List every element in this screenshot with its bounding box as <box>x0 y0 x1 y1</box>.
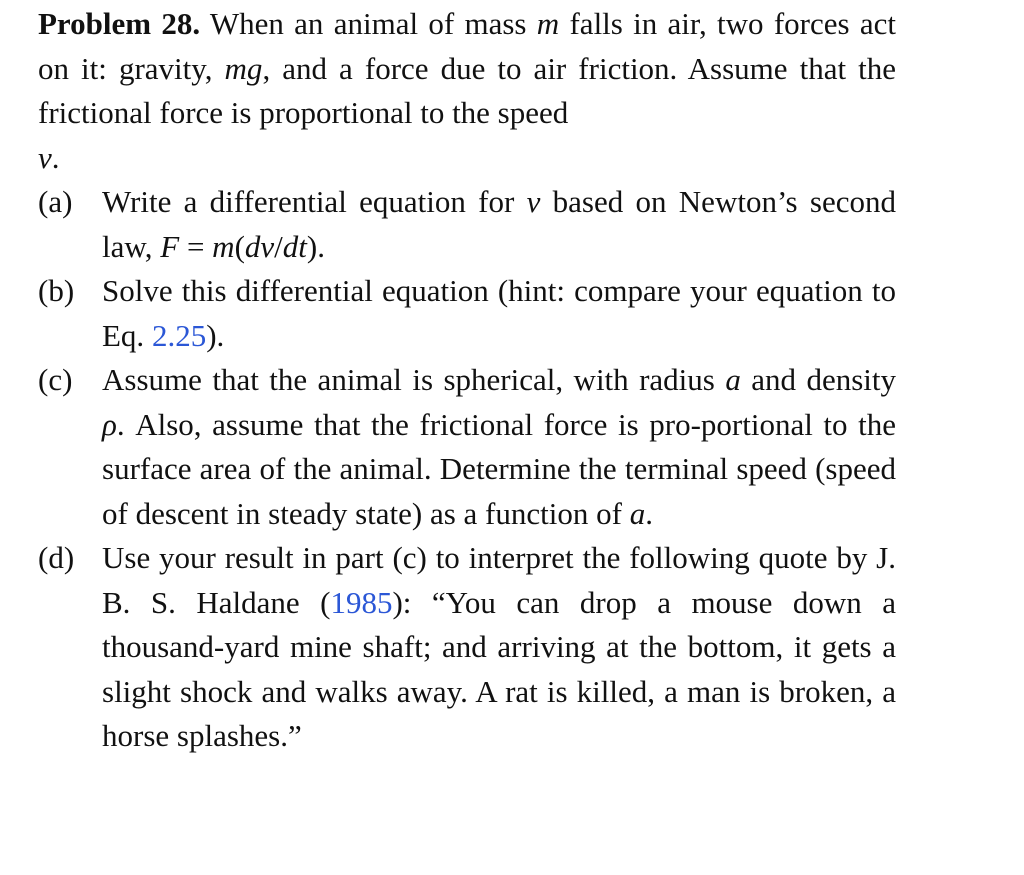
part-d-segment: ): “You can drop a mouse down a thousand-yard mine shaft; and arriving at the bottom, it gets a slight shock and walks away. A rat is killed, a man is broken, a horse splashes.” <box>102 584 896 753</box>
part-d-text <box>102 536 896 759</box>
subparts-list <box>38 180 896 759</box>
part-c <box>38 358 896 536</box>
problem-28 <box>38 2 896 759</box>
part-b-segment: Solve this differential equation (hint: compare your equation to Eq. <box>102 273 896 353</box>
part-c-text <box>102 358 896 536</box>
var-radius: a <box>629 495 646 531</box>
part-c-segment: . <box>645 495 653 531</box>
part-c-segment: . Also, assume that the frictional force is pro-portional to the surface area of the animal. Determine the terminal speed (speed of descent in steady state) as a function of <box>102 406 896 531</box>
part-c-segment: and density <box>740 362 896 397</box>
var-radius: a <box>725 362 741 397</box>
intro-text: When an animal of mass <box>200 6 537 41</box>
part-c-segment: Assume that the animal is spherical, with radius <box>102 362 726 397</box>
var-mg: mg <box>224 50 263 86</box>
part-b-label: (b) <box>38 273 75 308</box>
part-d-segment: Use your result in part (c) to interpret the following quote by J. B. S. Haldane ( <box>102 540 896 620</box>
intro-text: , and a force due to air friction. Assume that the frictional force is proportional to the speed <box>38 50 896 130</box>
part-a-segment: ( <box>234 228 245 264</box>
part-a-segment: / <box>274 228 283 264</box>
part-a-text <box>102 180 896 269</box>
var-density: ρ <box>102 406 117 442</box>
part-a-segment: = <box>179 228 213 264</box>
part-a-label: (a) <box>38 184 73 219</box>
equation-reference-link[interactable]: 2.25 <box>151 317 207 353</box>
citation-link[interactable]: 1985 <box>330 584 393 620</box>
var-v: v <box>526 184 541 219</box>
part-b-text <box>102 269 896 358</box>
problem-statement <box>38 2 896 180</box>
part-a <box>38 180 896 269</box>
part-a-segment: ). <box>306 228 325 264</box>
part-d <box>38 536 896 759</box>
var-dt: dt <box>282 228 307 264</box>
intro-text: . <box>51 139 60 175</box>
var-dv: dv <box>244 228 275 264</box>
part-a-segment: Write a differential equation for <box>102 184 527 219</box>
problem-title: Problem 28. <box>38 6 201 41</box>
part-a-segment: based on Newton’s second law, <box>102 184 896 264</box>
part-c-label: (c) <box>38 362 73 397</box>
part-b <box>38 269 896 358</box>
var-speed: v <box>38 139 52 175</box>
part-b-segment: ). <box>206 317 225 353</box>
intro-text: falls in air, two forces act on it: gravity, <box>38 6 896 86</box>
var-mass: m <box>536 6 560 41</box>
var-m: m <box>212 228 235 264</box>
var-F: F <box>160 228 180 264</box>
part-d-label: (d) <box>38 540 75 575</box>
